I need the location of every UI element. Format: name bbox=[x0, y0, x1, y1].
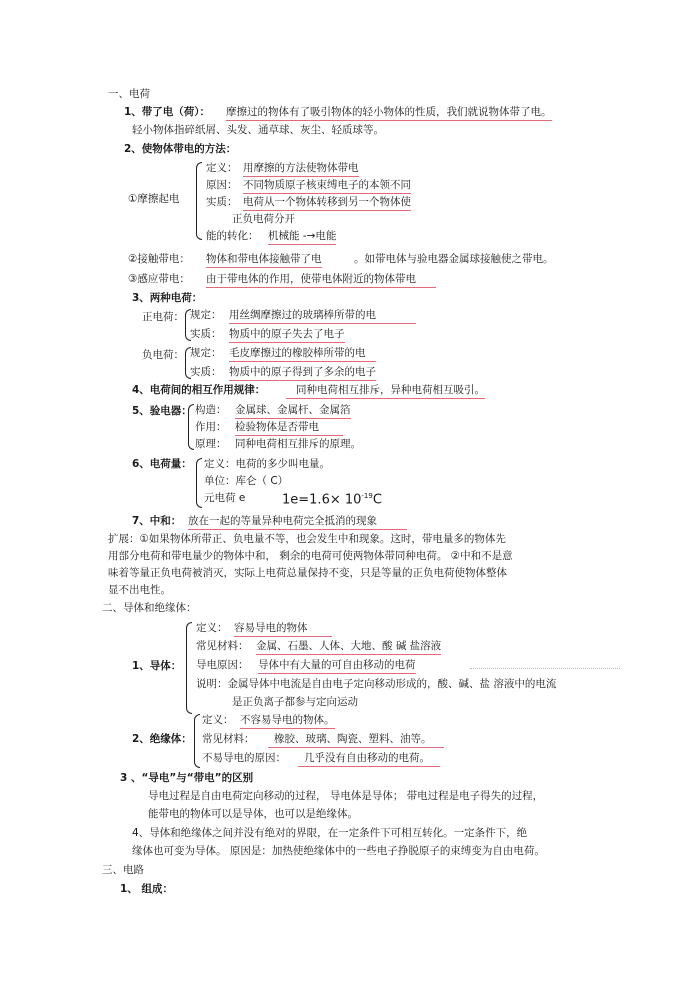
rub-reason-label: 原因： bbox=[206, 179, 238, 191]
p5-struct: 金属球、金属杆、金属箔 bbox=[235, 404, 351, 419]
p6-elem-value bbox=[282, 490, 382, 506]
p7-label: 7、中和： bbox=[132, 515, 182, 527]
p5-use: 检验物体是否带电 bbox=[235, 421, 343, 436]
rub-def: 用摩擦的方法使物体带电 bbox=[243, 162, 359, 177]
p6-def: 定义：电荷的多少叫电量。 bbox=[204, 458, 330, 470]
conductor-def: 容易导电的物体 bbox=[234, 622, 332, 637]
induct-label: ③感应带电： bbox=[128, 273, 190, 285]
pos-ess: 物质中的原子失去了电子 bbox=[229, 328, 345, 343]
p5-prin-label: 原理： bbox=[195, 438, 227, 450]
rub-def-label: 定义： bbox=[206, 162, 238, 174]
p5-prin: 同种电荷相互排斥的原理。 bbox=[235, 438, 361, 450]
insulator-mat: 橡胶、玻璃、陶瓷、塑料、油等。 bbox=[268, 733, 444, 748]
neg-ess-label: 实质： bbox=[190, 366, 222, 378]
p6-brace bbox=[196, 458, 202, 508]
section-2-title: 二、导体和绝缘体： bbox=[102, 602, 197, 614]
p7-text: 放在一起的等量异种电荷完全抵消的现象 bbox=[188, 515, 407, 530]
conductor-label: 1、导体： bbox=[132, 660, 182, 672]
p6-elem-label: 元电荷 e bbox=[204, 492, 246, 504]
neg-label: 负电荷： bbox=[142, 349, 184, 361]
rub-reason: 不同物质原子核束缚电子的本领不同 bbox=[243, 179, 411, 194]
s3-p1-label: 1、 组成： bbox=[120, 883, 173, 895]
rub-essence-label: 实质： bbox=[206, 196, 238, 208]
conductor-mat: 金属、石墨、人体、大地、酸 碱 盐溶液 bbox=[256, 640, 441, 655]
neg-def-label: 规定： bbox=[190, 347, 222, 359]
section-1-title: 一、电荷 bbox=[108, 88, 150, 100]
p6-label: 6、电荷量： bbox=[132, 458, 192, 470]
p1-note: 轻小物体指碎纸屑、头发、通草球、灰尘、轻质球等。 bbox=[132, 124, 384, 136]
rub-label: ①摩擦起电 bbox=[128, 193, 180, 205]
s2-p3-line-1: 导电过程是自由电荷定向移动的过程， 导电体是导体； 带电过程是电子得失的过程， bbox=[148, 790, 544, 802]
rub-brace bbox=[196, 162, 202, 240]
contact-label: ②接触带电： bbox=[128, 253, 190, 265]
neg-def: 毛皮摩擦过的橡胶棒所带的电 bbox=[229, 347, 376, 362]
induct-def: 由于带电体的作用，使带电体附近的物体带电 bbox=[206, 273, 436, 288]
s2-p3-line-2: 能带电的物体可以是导体，也可以是绝缘体。 bbox=[148, 808, 358, 820]
insulator-def-label: 定义： bbox=[202, 714, 234, 726]
rub-essence-2: 正负电荷分开 bbox=[232, 213, 295, 225]
neg-ess: 物质中的原子得到了多余的电子 bbox=[229, 366, 376, 381]
p6-elem-exponent: -19 bbox=[361, 492, 373, 500]
ext-line-4: 显不出电性。 bbox=[108, 584, 171, 596]
conductor-note-2: 是正负离子都参与定向运动 bbox=[232, 696, 358, 708]
s2-p3-label: 3 、“导电”与“带电”的区别 bbox=[120, 772, 254, 784]
dotted-line bbox=[470, 668, 620, 669]
p4-text: 同种电荷相互排斥，异种电荷相互吸引。 bbox=[286, 384, 485, 399]
p5-use-label: 作用： bbox=[195, 421, 227, 433]
conductor-note: 说明：金属导体中电流是自由电子定向移动形成的，酸、碱、盐 溶液中的电流 bbox=[196, 678, 557, 690]
s2-p4-line-2: 缘体也可变为导体。 原因是：加热使绝缘体中的一些电子挣脱原子的束缚变为自由电荷。 bbox=[132, 845, 545, 857]
insulator-brace bbox=[194, 714, 200, 768]
rub-essence: 电荷从一个物体转移到另一个物体使 bbox=[243, 196, 411, 211]
p5-struct-label: 构造： bbox=[195, 404, 227, 416]
p1-label: 1、带了电（荷）： bbox=[124, 106, 211, 118]
conductor-def-label: 定义： bbox=[196, 622, 228, 634]
pos-def: 用丝绸摩擦过的玻璃棒所带的电 bbox=[229, 309, 416, 324]
conductor-mat-label: 常见材料： bbox=[196, 640, 249, 652]
p6-elem-value-base: 1e=1.6× 10 bbox=[282, 492, 362, 508]
pos-def-label: 规定： bbox=[190, 309, 222, 321]
rub-energy-label: 能的转化： bbox=[206, 230, 259, 242]
section-3-title: 三、电路 bbox=[102, 864, 144, 876]
ext-line-1: 扩展：①如果物体所带正、负电量不等，也会发生中和现象。这时，带电量多的物体先 bbox=[108, 533, 506, 545]
p2-label: 2、使物体带电的方法： bbox=[124, 143, 237, 155]
p5-label: 5、验电器： bbox=[132, 405, 192, 417]
insulator-mat-label: 常见材料： bbox=[202, 733, 255, 745]
p4-label: 4、电荷间的相互作用规律： bbox=[132, 384, 266, 396]
pos-ess-label: 实质： bbox=[190, 328, 222, 340]
conductor-brace bbox=[186, 622, 192, 714]
p6-elem-unit: C bbox=[372, 492, 382, 508]
insulator-def: 不容易导电的物体。 bbox=[240, 714, 335, 729]
contact-note: 。如带电体与验电器金属球接触使之带电。 bbox=[354, 253, 554, 265]
pos-label: 正电荷： bbox=[142, 311, 184, 323]
insulator-label: 2、绝缘体： bbox=[132, 733, 192, 745]
conductor-reason-label: 导电原因： bbox=[196, 659, 249, 671]
conductor-reason: 导体中有大量的可自由移动的电荷 bbox=[258, 659, 416, 674]
p3-label: 3、两种电荷： bbox=[132, 292, 203, 304]
ext-line-3: 味着等量正负电荷被消灭，实际上电荷总量保持不变，只是等量的正负电荷使物体整体 bbox=[108, 567, 507, 579]
p6-unit: 单位：库仑（ C） bbox=[204, 475, 289, 487]
insulator-reason-label: 不易导电的原因： bbox=[202, 752, 286, 764]
p1-definition: 摩擦过的物体有了吸引物体的轻小物体的性质，我们就说物体带了电。 bbox=[226, 106, 552, 121]
s2-p4-line-1: 4、导体和绝缘体之间并没有绝对的界限，在一定条件下可相互转化。一定条件下，绝 bbox=[132, 827, 528, 839]
p5-brace bbox=[188, 404, 194, 450]
insulator-reason: 几乎没有自由移动的电荷。 bbox=[298, 752, 440, 767]
contact-def: 物体和带电体接触带了电 bbox=[206, 253, 322, 268]
ext-line-2: 用部分电荷和带电量少的物体中和， 剩余的电荷可使两物体带同种电荷。 ②中和不是意 bbox=[108, 550, 513, 562]
rub-energy: 机械能 -→电能 bbox=[268, 230, 336, 245]
